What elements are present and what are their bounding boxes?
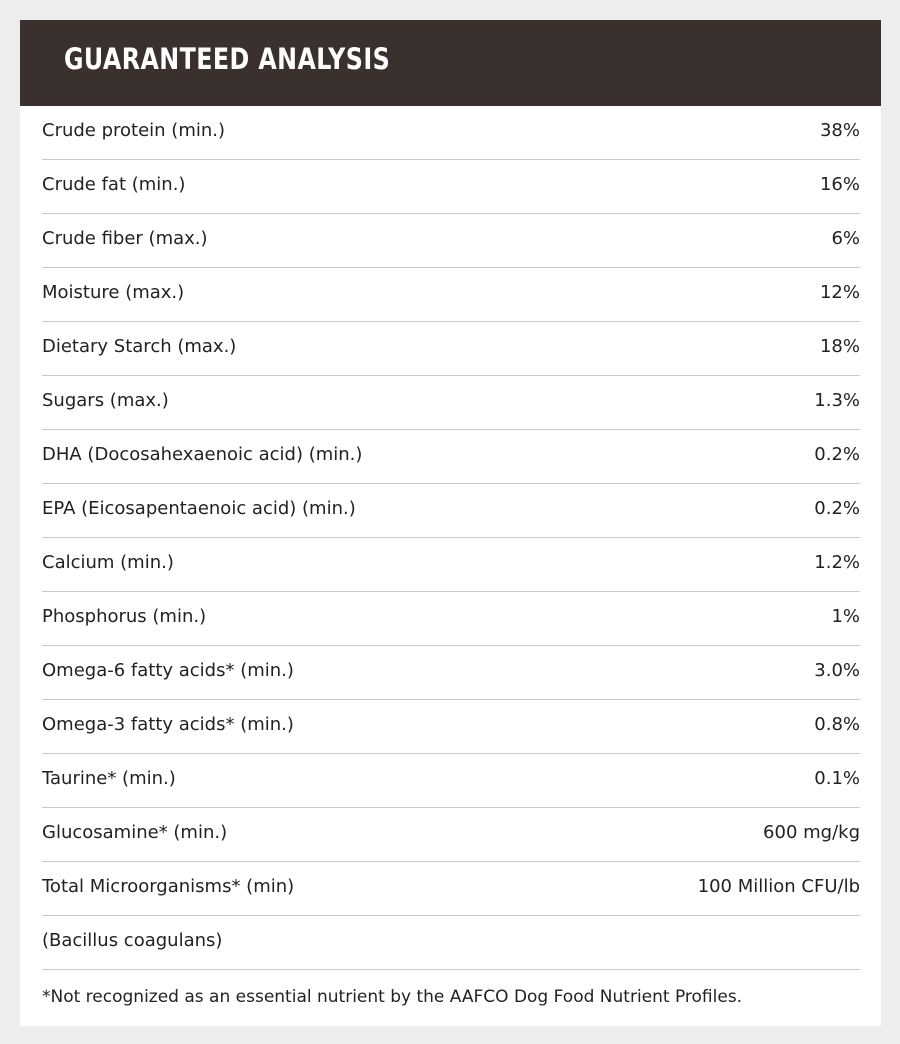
- row-value: 0.2%: [814, 498, 860, 519]
- row-label: Dietary Starch (max.): [42, 336, 237, 357]
- table-row: [42, 700, 860, 754]
- row-value: 1%: [831, 606, 860, 627]
- table-row: [42, 754, 860, 808]
- row-label: (Bacillus coagulans): [42, 930, 223, 951]
- header-bar: [20, 20, 881, 106]
- row-value: 0.1%: [814, 768, 860, 789]
- table-row: [42, 808, 860, 862]
- row-label: Omega-3 fatty acids* (min.): [42, 714, 294, 735]
- table-row: [42, 916, 860, 970]
- row-label: Glucosamine* (min.): [42, 822, 228, 843]
- table-row: [42, 268, 860, 322]
- row-value: 6%: [831, 228, 860, 249]
- row-label: Taurine* (min.): [42, 768, 176, 789]
- table-row: [42, 106, 860, 160]
- row-value: 100 Million CFU/lb: [697, 876, 860, 897]
- row-value: 600 mg/kg: [763, 822, 860, 843]
- row-value: 1.3%: [814, 390, 860, 411]
- table-row: [42, 646, 860, 700]
- row-label: Omega-6 fatty acids* (min.): [42, 660, 294, 681]
- row-label: Sugars (max.): [42, 390, 169, 411]
- row-value: 38%: [819, 120, 860, 141]
- table-row: [42, 862, 860, 916]
- row-value: 3.0%: [814, 660, 860, 681]
- table-row: [42, 160, 860, 214]
- row-value: 16%: [819, 174, 860, 195]
- row-label: Total Microorganisms* (min): [42, 876, 295, 897]
- row-value: 0.8%: [814, 714, 860, 735]
- table-row: [42, 214, 860, 268]
- guaranteed-analysis-panel: [20, 20, 881, 1026]
- page-title: GUARANTEED ANALYSIS: [64, 42, 391, 76]
- row-label: Crude fat (min.): [42, 174, 186, 195]
- table-row: [42, 538, 860, 592]
- table-row: [42, 592, 860, 646]
- row-label: EPA (Eicosapentaenoic acid) (min.): [42, 498, 356, 519]
- table-row: [42, 322, 860, 376]
- footnote: *Not recognized as an essential nutrient by the AAFCO Dog Food Nutrient Profiles.: [42, 987, 743, 1007]
- row-label: Calcium (min.): [42, 552, 174, 573]
- row-value: 18%: [819, 336, 860, 357]
- row-label: Crude fiber (max.): [42, 228, 208, 249]
- row-label: DHA (Docosahexaenoic acid) (min.): [42, 444, 363, 465]
- row-value: 1.2%: [814, 552, 860, 573]
- table-row: [42, 484, 860, 538]
- row-label: Phosphorus (min.): [42, 606, 207, 627]
- row-label: Moisture (max.): [42, 282, 185, 303]
- table-row: [42, 376, 860, 430]
- row-value: 0.2%: [814, 444, 860, 465]
- row-label: Crude protein (min.): [42, 120, 226, 141]
- row-value: 12%: [819, 282, 860, 303]
- analysis-table: [42, 106, 860, 970]
- table-row: [42, 430, 860, 484]
